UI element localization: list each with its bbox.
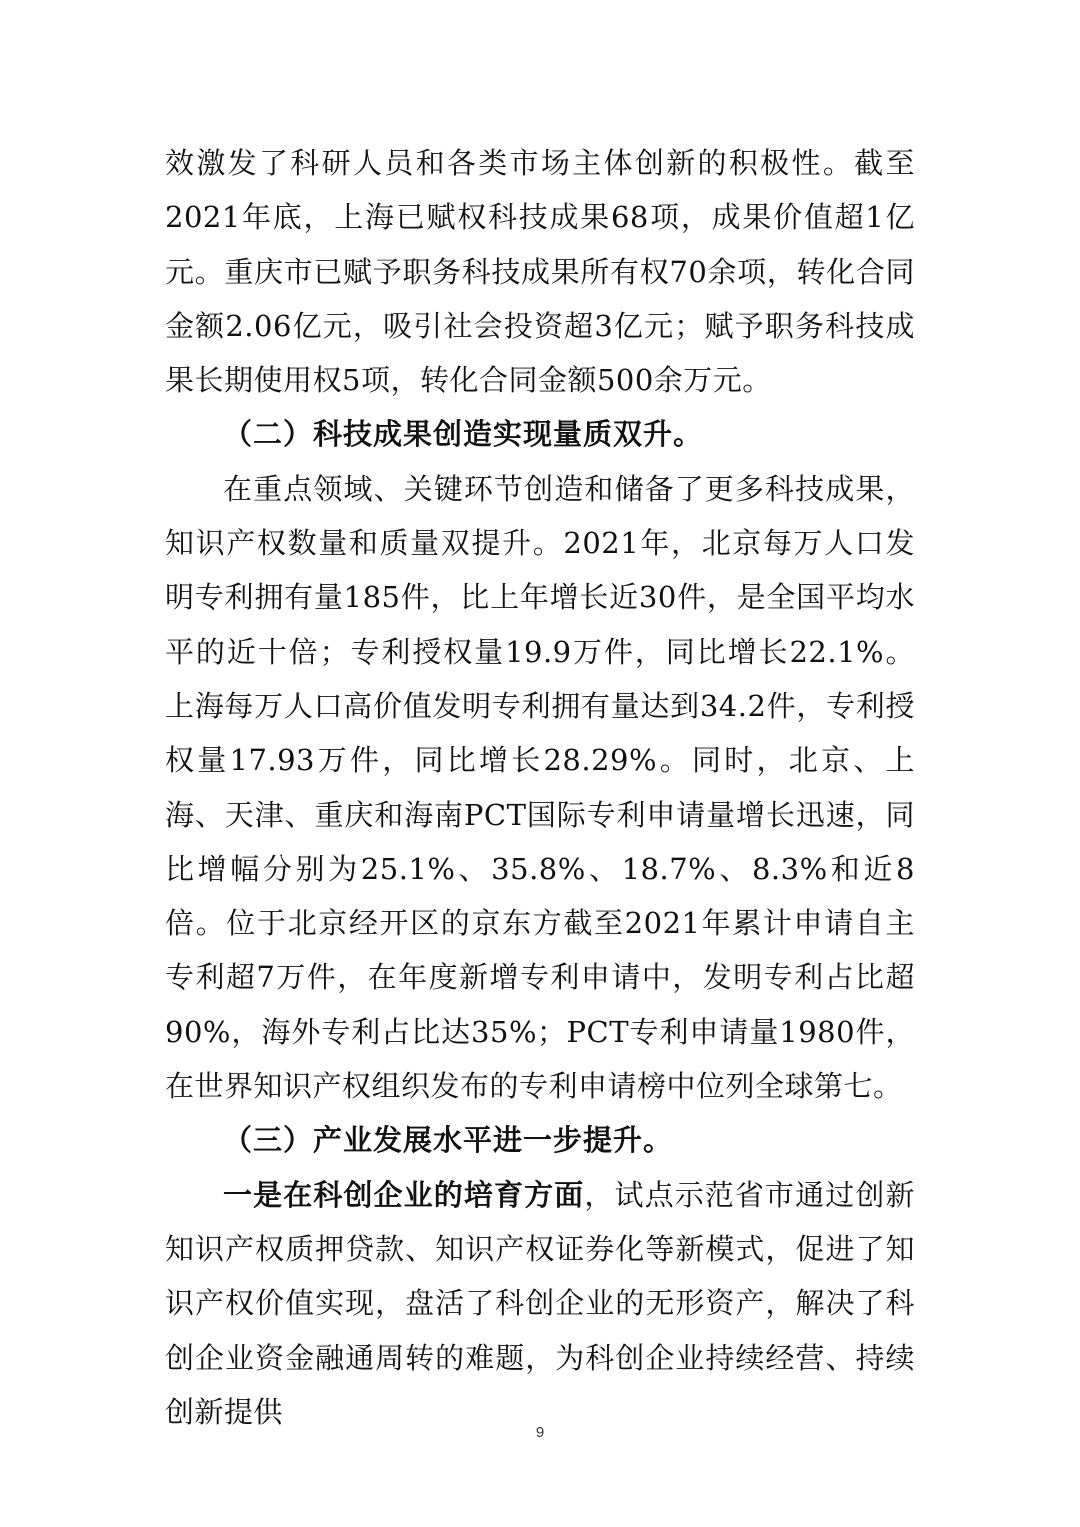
paragraph-achievements: 在重点领域、关键环节创造和储备了更多科技成果，知识产权数量和质量双提升。2021年，北京每万人口发明专利拥有量185件，比上年增长近30件，是全国平均水平的近十倍；专利授权量19.9万件，同比增长22.1%。上海每万人口高价值发明专利拥有量达到34.2件，专利授权量17.93万件，同比增长28.29%。同时，北京、上海、天津、重庆和海南PCT国际专利申请量增长迅速，同比增幅分别为25.1%、35.8%、18.7%、8.3%和近8倍。位于北京经开区的京东方截至2021年累计申请自主专利超7万件，在年度新增专利申请中，发明专利占比超90%，海外专利占比达35%；PCT专利申请量1980件，在世界知识产权组织发布的专利申请榜中位列全球第七。 [165,471,915,1104]
page-number: 9 [535,1424,545,1441]
section-heading-3: （三）产业发展水平进一步提升。 [223,1123,674,1158]
paragraph-industry-text: ，试点示范省市通过创新知识产权质押贷款、知识产权证券化等新模式，促进了知识产权价值实现，盘活了科创企业的无形资产，解决了科创企业资金融通周转的难题，为科创企业持续经营、持续创新提供 [165,1177,915,1429]
section-heading-2: （二）科技成果创造实现量质双升。 [223,417,704,452]
document-body [165,136,915,1439]
paragraph-lead-phrase: 一是在科创企业的培育方面 [223,1177,585,1212]
paragraph-continued: 效激发了科研人员和各类市场主体创新的积极性。截至2021年底，上海已赋权科技成果68项，成果价值超1亿元。重庆市已赋予职务科技成果所有权70余项，转化合同金额2.06亿元，吸引社会投资超3亿元；赋予职务科技成果长期使用权5项，转化合同金额500余万元。 [165,146,915,398]
paragraph-industry [165,1168,915,1439]
